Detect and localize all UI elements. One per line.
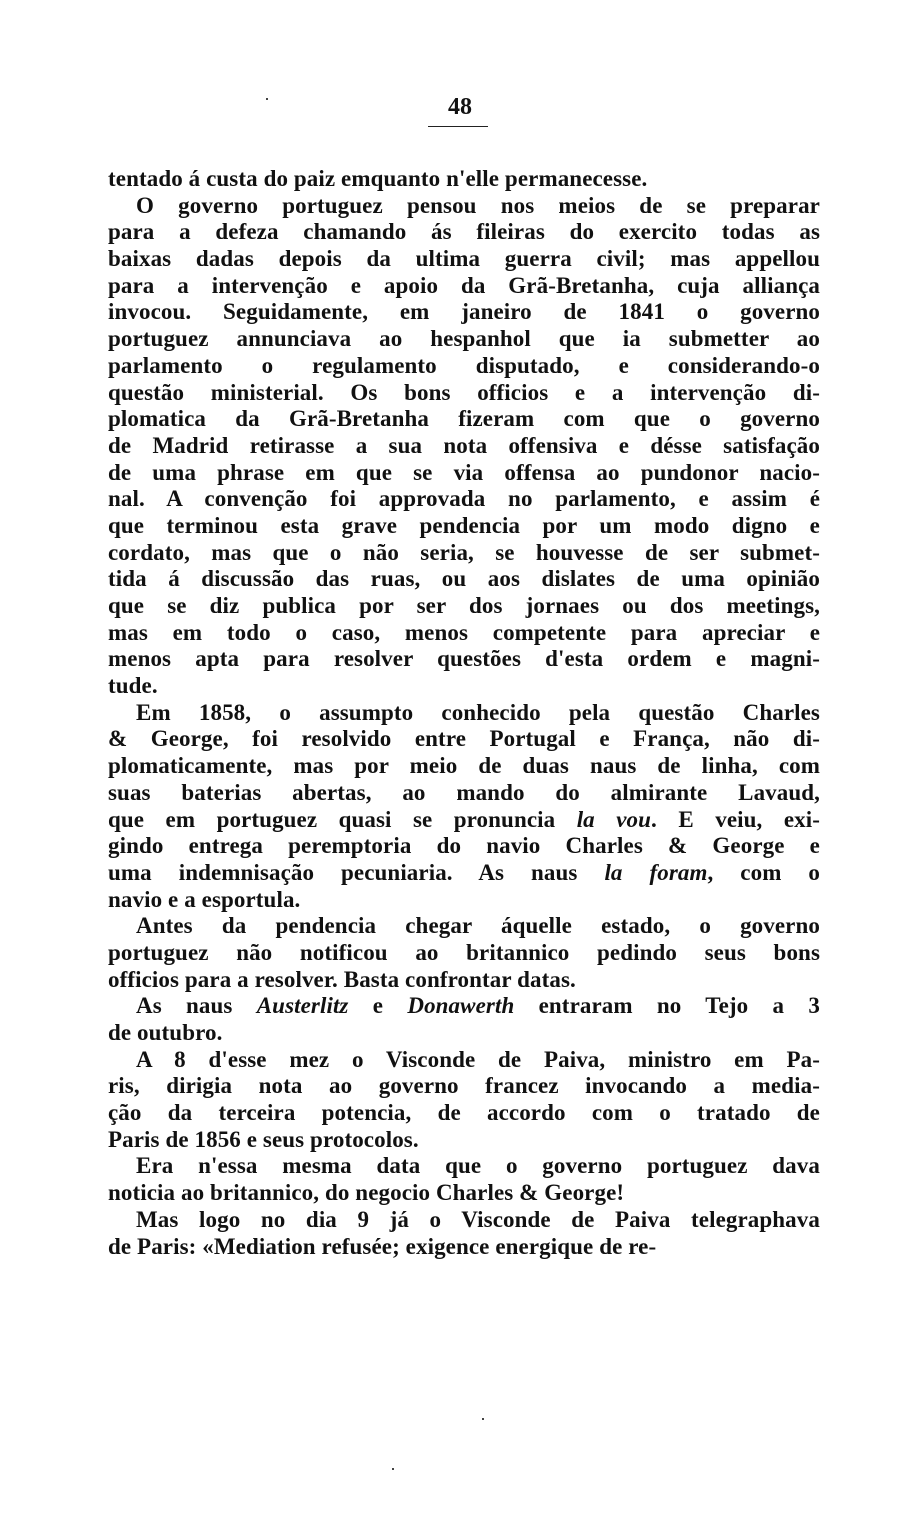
text-line [108,807,820,834]
text-segment: plomaticamente, mas por meio de duas naus de linha, com [108,753,820,779]
text-line [108,993,820,1020]
text-line [108,1127,820,1154]
scan-speck [266,98,268,100]
text-line [108,700,820,727]
text-segment: menos apta para resolver questões d'esta ordem e magni- [108,646,820,672]
text-segment: Era n'essa mesma data que o governo portuguez dava [136,1153,820,1179]
text-segment: nal. A convenção foi approvada no parlamento, e assim é [108,486,820,512]
text-segment: que se diz publica por ser dos jornaes ou dos meetings, [108,593,820,618]
text-segment: ris, dirigia nota ao governo francez invocando a media- [108,1073,820,1099]
text-line [108,353,820,380]
text-line [108,406,820,433]
text-segment: A 8 d'esse mez o Visconde de Paiva, ministro em Pa- [136,1046,820,1072]
text-line [108,219,820,246]
text-segment: Mas logo no dia 9 já o Visconde de Paiva telegraphava [136,1206,820,1232]
text-line [108,860,820,887]
text-segment: entraram no Tejo a 3 [514,993,820,1019]
text-line [108,1180,820,1207]
text-line [108,1073,820,1100]
text-line [108,1234,820,1261]
text-line [108,193,820,220]
text-line [108,299,820,326]
text-line [108,540,820,567]
text-segment: que em portuguez quasi se pronuncia [108,806,577,832]
page-number-rule [428,126,488,127]
text-segment: de Madrid retirasse a sua nota offensiva e désse satisfação [108,432,820,458]
text-segment: uma indemnisação pecuniaria. As naus [108,859,605,885]
text-segment: mas em todo o caso, menos competente para apreciar e [108,619,820,645]
text-segment: & George, foi resolvido entre Portugal e França, não di- [108,726,820,752]
text-segment: tida á discussão das ruas, ou aos dislates de uma opinião [108,566,820,592]
text-line [108,753,820,780]
text-segment: tude. [108,673,158,699]
text-line [108,513,820,540]
text-segment: tentado á custa do paiz emquanto n'elle permanecesse. [108,166,648,191]
italic-text: la foram [604,859,708,885]
text-segment: portuguez não notificou ao britannico pedindo seus bons [108,939,820,965]
text-line [108,326,820,353]
text-line [108,887,820,914]
text-segment: de Paris: «Mediation refusée; exigence energique de re- [108,1233,657,1259]
text-segment: Em 1858, o assumpto conhecido pela questão Charles [136,699,820,725]
text-line [108,620,820,647]
text-line [108,380,820,407]
page-number: 48 [448,94,472,120]
text-line [108,1100,820,1127]
body-text [108,166,820,1260]
text-segment: invocou. Seguidamente, em janeiro de 1841 o governo [108,299,820,325]
text-segment: de outubro. [108,1020,223,1045]
text-line [108,726,820,753]
text-segment: ção da terceira potencia, de accordo com o tratado de [108,1100,820,1126]
text-segment: para a defeza chamando ás fileiras do exercito todas as [108,219,820,245]
text-segment: questão ministerial. Os bons officios e a intervenção di- [108,379,820,405]
text-segment: officios para a resolver. Basta confrontar datas. [108,966,576,992]
text-segment: portuguez annunciava ao hespanhol que ia submetter ao [108,326,820,352]
text-segment: O governo portuguez pensou nos meios de se preparar [136,192,820,218]
text-line [108,1047,820,1074]
text-segment: noticia ao britannico, do negocio Charles & George! [108,1180,625,1206]
text-line [108,673,820,700]
text-line [108,566,820,593]
text-line [108,967,820,994]
text-line [108,1153,820,1180]
text-line [108,780,820,807]
text-line [108,273,820,300]
text-segment: As naus [136,993,257,1019]
text-line [108,593,820,620]
text-segment: . E veiu, exi- [651,806,820,832]
text-segment: que terminou esta grave pendencia por um modo digno e [108,512,820,538]
text-segment: para a intervenção e apoio da Grã-Bretanha, cuja alliança [108,272,820,298]
italic-text: Austerlitz [256,993,349,1019]
text-segment: , com o [707,859,820,885]
scan-speck [482,1418,484,1420]
text-line [108,833,820,860]
text-line [108,433,820,460]
text-line [108,1020,820,1047]
text-segment: suas baterias abertas, ao mando do almirante Lavaud, [108,779,820,805]
text-line [108,486,820,513]
text-line [108,913,820,940]
text-segment: cordato, mas que o não seria, se houvesse de ser submet- [108,539,820,565]
scan-speck [392,1468,394,1470]
text-line [108,246,820,273]
text-segment: e [348,993,408,1019]
text-line [108,460,820,487]
text-segment: Antes da pendencia chegar áquelle estado, o governo [136,913,820,939]
text-line [108,166,820,193]
text-line [108,1207,820,1234]
text-segment: Paris de 1856 e seus protocolos. [108,1126,419,1152]
italic-text: Donawerth [407,993,515,1019]
italic-text: la vou [576,806,652,832]
text-segment: baixas dadas depois da ultima guerra civil; mas appellou [108,246,820,272]
text-segment: de uma phrase em que se via offensa ao pundonor nacio- [108,459,820,485]
text-segment: gindo entrega peremptoria do navio Charles & George e [108,833,820,859]
text-segment: plomatica da Grã-Bretanha fizeram com que o governo [108,406,820,432]
text-line [108,940,820,967]
text-line [108,646,820,673]
text-segment: parlamento o regulamento disputado, e considerando-o [108,352,820,378]
text-segment: navio e a esportula. [108,886,301,912]
